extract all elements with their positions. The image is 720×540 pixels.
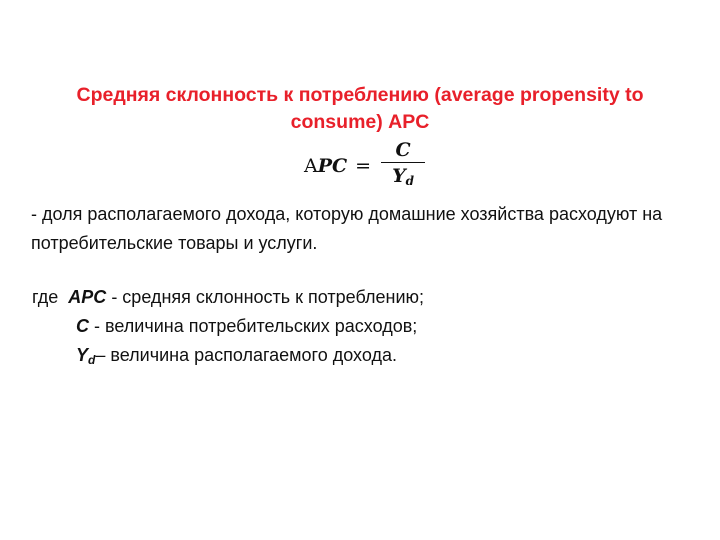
definition-row — [32, 283, 702, 312]
definition-row — [32, 312, 702, 341]
definitions-lead: где — [32, 287, 59, 307]
formula-lhs-symbol: PC — [317, 155, 348, 177]
definition-term-sub: d — [88, 353, 96, 367]
formula-equals: = — [355, 155, 372, 177]
definition-term: Y — [76, 345, 89, 365]
definition-text: - средняя склонность к потреблению; — [106, 287, 424, 307]
formula-denominator-sub: d — [405, 174, 415, 189]
formula-numerator: C — [395, 138, 411, 161]
definitions-list — [32, 283, 702, 375]
formula-denominator — [392, 163, 414, 194]
formula-fraction — [381, 138, 425, 195]
apc-formula — [304, 136, 425, 196]
definition-text: - величина потребительских расходов; — [89, 316, 418, 336]
slide-title: Средняя склонность к потреблению (average propensity to consume) APC — [76, 84, 644, 133]
definition-term: APC — [68, 287, 107, 307]
description-text: - доля располагаемого дохода, которую домашние хозяйства расходуют на потребительские товары и услуги. — [31, 204, 663, 253]
formula-denominator-base: Y — [392, 165, 406, 188]
definition-term: C — [76, 316, 89, 336]
formula-lhs-prefix: A — [304, 155, 318, 177]
definition-row — [32, 341, 702, 375]
definition-text: – величина располагаемого дохода. — [95, 345, 397, 365]
